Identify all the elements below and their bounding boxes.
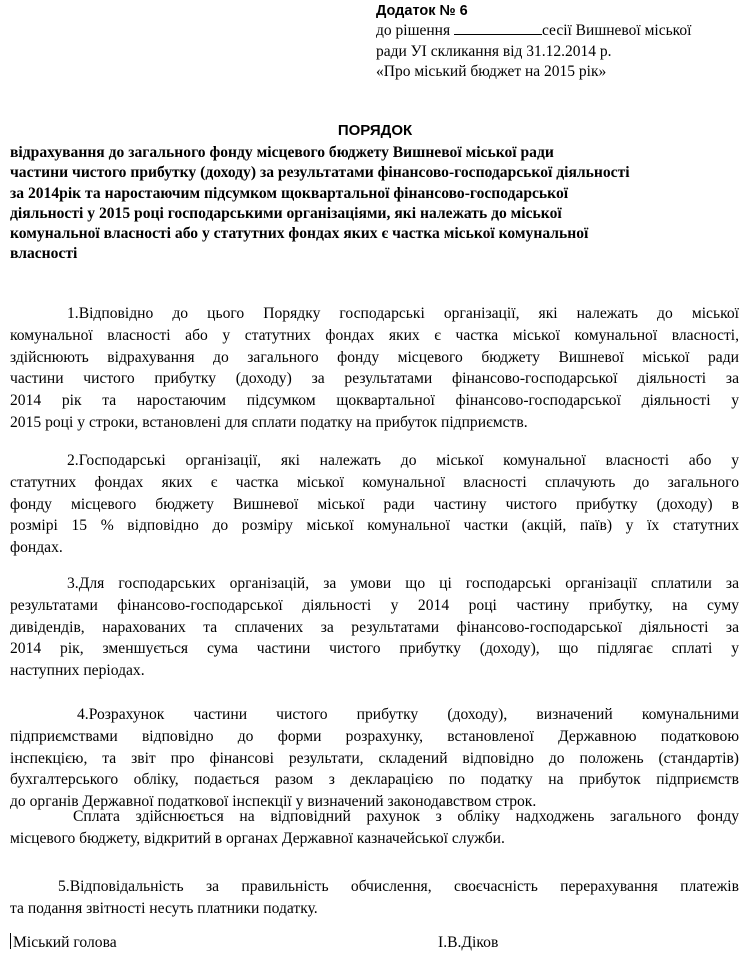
paragraph-line: Сплата здійснюється на відповідний рахунок з обліку надходжень загального фонду bbox=[73, 808, 739, 825]
paragraph-line: 2014 рік, зменшується сума частини чистого прибутку (доходу), що підлягає сплаті у bbox=[10, 640, 739, 658]
paragraph-line: 3.Для господарських організацій, за умови що ці господарські організації сплатили за bbox=[67, 575, 739, 592]
paragraph-line: та подання звітності несуть платники податку. bbox=[10, 899, 318, 917]
annex-decision-suffix: сесії Вишневої міської bbox=[541, 22, 692, 39]
paragraph-line: 1.Відповідно до цього Порядку господарські організації, які належать до міської bbox=[67, 305, 739, 322]
paragraph-line: дивідендів, нарахованих та сплачених за результатами фінансово-господарської діяльності за bbox=[10, 618, 739, 636]
paragraph-line: місцевого бюджету, відкритий в органах Державної казначейської служби. bbox=[10, 829, 505, 847]
subtitle-line: за 2014рік та наростаючим підсумком щоквартальної фінансово-господарської bbox=[10, 184, 569, 202]
paragraph-line: здійснюють відрахування до загального фонду місцевого бюджету Вишневої міської ради bbox=[10, 348, 739, 366]
paragraph-line: наступних періодах. bbox=[10, 662, 145, 680]
paragraph-line: розмірі 15 % відповідно до розміру міської комунальної частки (акцій, паїв) у їх статутних bbox=[10, 517, 739, 535]
signature-position-label: Міський голова bbox=[13, 934, 117, 951]
text-cursor bbox=[10, 933, 11, 949]
subtitle-line: власності bbox=[10, 245, 78, 263]
paragraph-line: 2015 році у строки, встановлені для сплати податку на прибуток підприємств. bbox=[10, 413, 528, 431]
paragraph-line: 5.Відповідальність за правильність обчислення, своєчасність перерахування платежів bbox=[58, 878, 739, 895]
annex-decision-prefix: до рішення bbox=[376, 22, 451, 39]
paragraph-line: 4.Розрахунок частини чистого прибутку (доходу), визначений комунальними bbox=[77, 706, 739, 723]
paragraph-line: статутних фондах яких є частка міської комунальної власності сплачують до загального bbox=[10, 473, 739, 491]
subtitle-line: комунальної власності або у статутних фондах яких є частка міської комунальної bbox=[10, 225, 589, 243]
paragraph-line: інспекцією, та звіт про фінансові результати, складений відповідно до положень (стандартів) bbox=[10, 749, 739, 767]
subtitle-line: частини чистого прибутку (доходу) за результатами фінансово-господарської діяльності bbox=[10, 164, 630, 182]
annex-budget-line: «Про міський бюджет на 2015 рік» bbox=[376, 63, 607, 80]
annex-header bbox=[376, 2, 746, 83]
blank-field bbox=[454, 21, 542, 35]
paragraph-4 bbox=[10, 704, 739, 813]
paragraph-3 bbox=[10, 573, 739, 682]
document-title: ПОРЯДОК bbox=[337, 122, 413, 139]
paragraph-line: до органів Державної податкової інспекції у визначений законодавством строк. bbox=[10, 793, 537, 811]
paragraph-line: підприємствами відповідно до форми розрахунку, встановленої Державною податковою bbox=[10, 727, 739, 745]
annex-decision-line bbox=[376, 21, 746, 42]
paragraph-line: 2014 рік та наростаючим підсумком щоквартальної фінансово-господарської діяльності у bbox=[10, 392, 739, 410]
paragraph-line: комунальної власності або у статутних фондах яких є частка міської комунальної власності, bbox=[10, 326, 739, 344]
paragraph-line: бухгалтерського обліку, подається разом з декларацією по податку на прибуток підприємств bbox=[10, 771, 739, 789]
annex-council-line: ради УІ скликання від 31.12.2014 р. bbox=[376, 42, 612, 60]
paragraph-line: фонду місцевого бюджету Вишневої міської ради частину чистого прибутку (доходу) в bbox=[10, 495, 739, 513]
paragraph-6 bbox=[10, 876, 739, 920]
paragraph-line: фондах. bbox=[10, 539, 63, 557]
paragraph-line: 2.Господарські організації, які належать до міської комунальної власності або у bbox=[67, 452, 739, 469]
paragraph-line: частини чистого прибутку (доходу) за результатами фінансово-господарської діяльності за bbox=[10, 370, 739, 388]
paragraph-5 bbox=[10, 806, 739, 850]
document-subtitle bbox=[10, 143, 738, 265]
paragraph-line: результатами фінансово-господарської діяльності у 2014 році частину прибутку, на суму bbox=[10, 596, 739, 614]
subtitle-line: діяльності у 2015 році господарськими організаціями, які належать до міської bbox=[10, 204, 562, 222]
signature-position bbox=[10, 933, 117, 953]
subtitle-line: відрахування до загального фонду місцевого бюджету Вишневої міської ради bbox=[10, 144, 554, 161]
paragraph-1 bbox=[10, 303, 739, 434]
signature-name: І.В.Діков bbox=[438, 934, 499, 951]
paragraph-2 bbox=[10, 450, 739, 559]
annex-title: Додаток № 6 bbox=[376, 3, 468, 19]
